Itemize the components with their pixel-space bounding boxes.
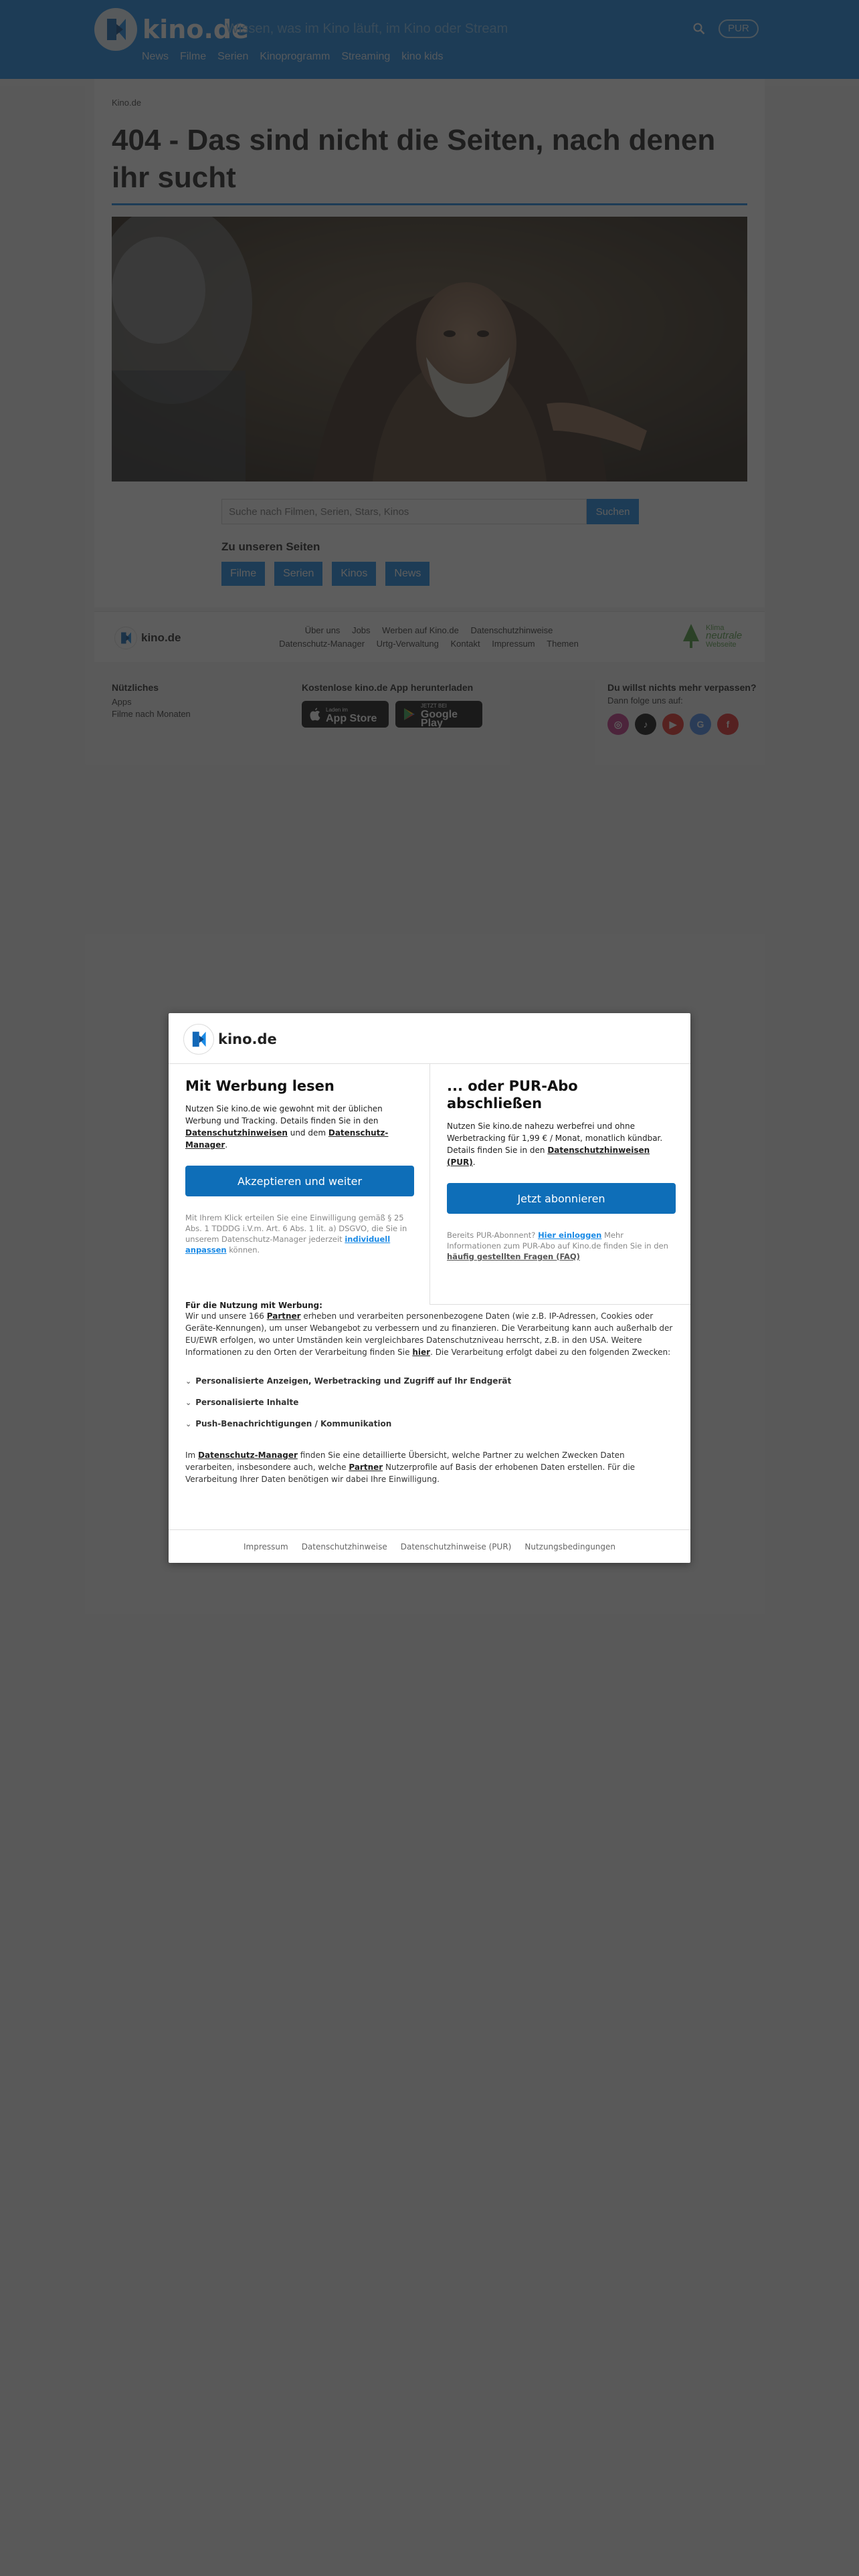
consent-logo-text: kino.de: [218, 1031, 277, 1047]
kino-logo-icon: [183, 1024, 214, 1055]
privacy-manager-link[interactable]: Datenschutz-Manager: [185, 1128, 389, 1150]
consent-footer-datenschutz[interactable]: Datenschutzhinweise: [301, 1541, 387, 1551]
consent-footer-impressum[interactable]: Impressum: [243, 1541, 288, 1551]
consent-pur-column: [430, 1064, 690, 1305]
privacy-link[interactable]: Datenschutzhinweisen: [185, 1128, 288, 1138]
consent-footer-nutzung[interactable]: Nutzungsbedingungen: [524, 1541, 616, 1551]
manager-link[interactable]: Datenschutz-Manager: [198, 1451, 298, 1460]
manager-text: Im Datenschutz-Manager finden Sie eine detaillierte Übersicht, welche Partner zu welchen Zwecken Daten verarbeiten, insbesondere auch, welche Partner Nutzerprofile auf Basis der erhobenen Daten erstellen. Für die Verarbeitung Ihrer Daten benötigen wir dabei Ihre Einwilligung.: [185, 1451, 636, 1484]
consent-legal-note: Mit Ihrem Klick erteilen Sie eine Einwilligung gemäß § 25 Abs. 1 TDDDG i.V.m. Art. 6 Abs. 1 lit. a) DSGVO, die Sie in unserem Datenschutz-Manager jederzeit individuell anpassen können.: [185, 1213, 407, 1255]
ads-title: Mit Werbung lesen: [185, 1078, 335, 1094]
partner-link-2[interactable]: Partner: [349, 1463, 383, 1472]
pur-description: Nutzen Sie kino.de nahezu werbefrei und ohne Werbetracking für 1,99 € / Monat, monatlich kündbar. Details finden Sie in den Datenschutzhinweisen (PUR).: [447, 1121, 663, 1167]
consent-details: [185, 1301, 674, 1485]
chevron-down-icon: ⌄: [185, 1398, 192, 1407]
consent-dialog: [169, 1013, 690, 1563]
chevron-down-icon: ⌄: [185, 1419, 192, 1428]
purpose-content[interactable]: ⌄ Personalisierte Inhalte: [185, 1398, 299, 1407]
purpose-push[interactable]: ⌄ Push-Benachrichtigungen / Kommunikation: [185, 1419, 392, 1428]
login-link[interactable]: Hier einloggen: [538, 1230, 602, 1240]
pur-info-note: Bereits PUR-Abonnent? Hier einloggen Mehr Informationen zum PUR-Abo auf Kino.de finden Sie in den häufig gestellten Fragen (FAQ): [447, 1230, 668, 1261]
here-link[interactable]: hier: [412, 1348, 431, 1357]
consent-header: [169, 1013, 690, 1064]
purpose-list: [185, 1370, 674, 1434]
consent-footer: [169, 1529, 690, 1563]
subscribe-button[interactable]: Jetzt abonnieren: [447, 1183, 676, 1214]
ads-description: Nutzen Sie kino.de wie gewohnt mit der üblichen Werbung und Tracking. Details finden Sie in den Datenschutzhinweisen und dem Datenschutz-Manager.: [185, 1104, 389, 1150]
details-title: Für die Nutzung mit Werbung:: [185, 1301, 322, 1310]
accept-button[interactable]: Akzeptieren und weiter: [185, 1166, 414, 1196]
pur-title: ... oder PUR-Abo abschließen: [447, 1078, 578, 1111]
purpose-ads[interactable]: ⌄ Personalisierte Anzeigen, Werbetracking und Zugriff auf Ihr Endgerät: [185, 1376, 512, 1386]
consent-ads-column: [169, 1064, 430, 1305]
faq-link[interactable]: häufig gestellten Fragen (FAQ): [447, 1252, 580, 1261]
customize-link[interactable]: individuell anpassen: [185, 1235, 391, 1255]
chevron-down-icon: ⌄: [185, 1376, 192, 1386]
partner-link[interactable]: Partner: [266, 1311, 301, 1321]
consent-footer-datenschutz-pur[interactable]: Datenschutzhinweise (PUR): [400, 1541, 512, 1551]
pur-privacy-link[interactable]: Datenschutzhinweisen (PUR): [447, 1146, 650, 1167]
consent-logo: [183, 1024, 277, 1055]
details-text: Wir und unsere 166 Partner erheben und verarbeiten personenbezogene Daten (wie z.B. IP-Adressen, Cookies oder Geräte-Kennungen), um unser Webangebot zu verbessern und zu finanzieren. Die Verarbeitung kann auch außerhalb der EU/EWR erfolgen, wo unter Umständen kein vergleichbares Datenschutzniveau herrscht, z.B. in den USA. Weitere Informationen zu den Orten der Verarbeitung finden Sie hier. Die Verarbeitung erfolgt dabei zu den folgenden Zwecken:: [185, 1311, 673, 1357]
